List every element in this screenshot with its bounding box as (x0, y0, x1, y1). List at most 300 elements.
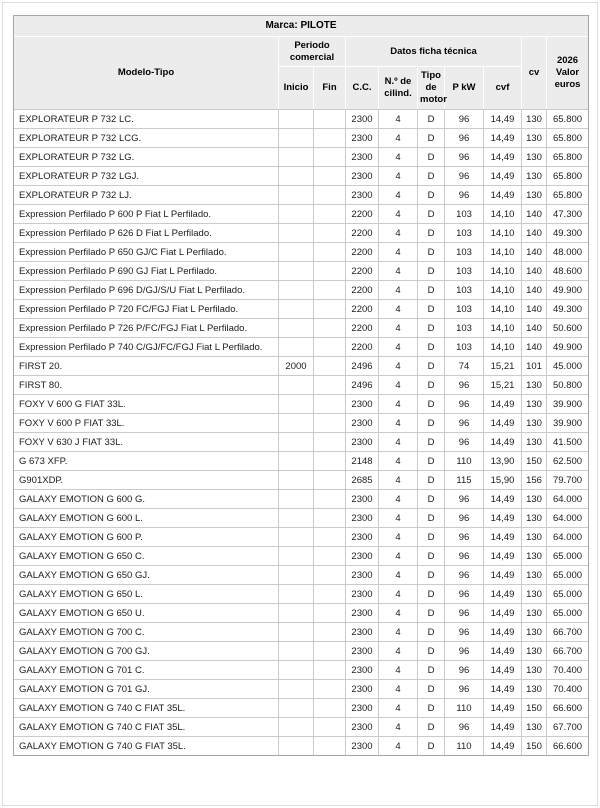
cc-cell: 2300 (346, 110, 379, 129)
cc-cell: 2200 (346, 262, 379, 281)
tipo-motor-cell: D (418, 528, 445, 547)
tipo-motor-cell: D (418, 661, 445, 680)
p-kw-cell: 103 (445, 243, 484, 262)
cvf-cell: 14,49 (484, 186, 522, 205)
tipo-motor-cell: D (418, 718, 445, 737)
p-kw-cell: 96 (445, 604, 484, 623)
cvf-cell: 14,10 (484, 300, 522, 319)
inicio-cell (279, 300, 314, 319)
modelo-tipo-cell: Expression Perfilado P 726 P/FC/FGJ Fiat L Perfilado. (14, 319, 279, 338)
inicio-cell (279, 243, 314, 262)
num-cilindros-cell: 4 (379, 414, 418, 433)
p-kw-cell: 103 (445, 224, 484, 243)
tipo-motor-cell: D (418, 604, 445, 623)
inicio-cell (279, 281, 314, 300)
modelo-tipo-cell: G901XDP. (14, 471, 279, 490)
valor-cell: 47.300 (547, 205, 589, 224)
table-row (14, 414, 589, 433)
num-cilindros-cell: 4 (379, 661, 418, 680)
cv-cell: 130 (522, 167, 547, 186)
p-kw-cell: 110 (445, 699, 484, 718)
cc-cell: 2300 (346, 718, 379, 737)
modelo-tipo-cell: EXPLORATEUR P 732 LJ. (14, 186, 279, 205)
cv-cell: 140 (522, 243, 547, 262)
inicio-cell (279, 718, 314, 737)
num-cilindros-cell: 4 (379, 167, 418, 186)
fin-cell (314, 186, 346, 205)
inicio-cell (279, 414, 314, 433)
inicio-cell (279, 319, 314, 338)
valor-cell: 49.900 (547, 281, 589, 300)
cc-cell: 2200 (346, 205, 379, 224)
cvf-cell: 13,90 (484, 452, 522, 471)
tipo-motor-cell: D (418, 585, 445, 604)
tipo-motor-cell: D (418, 433, 445, 452)
fin-cell (314, 490, 346, 509)
tipo-motor-cell: D (418, 110, 445, 129)
fin-cell (314, 699, 346, 718)
p-kw-cell: 96 (445, 509, 484, 528)
p-kw-cell: 96 (445, 680, 484, 699)
cc-cell: 2148 (346, 452, 379, 471)
valor-cell: 41.500 (547, 433, 589, 452)
fin-cell (314, 509, 346, 528)
cv-cell: 130 (522, 528, 547, 547)
num-cilindros-cell: 4 (379, 319, 418, 338)
inicio-cell (279, 699, 314, 718)
modelo-tipo-cell: FIRST 80. (14, 376, 279, 395)
fin-cell (314, 262, 346, 281)
modelo-tipo-cell: GALAXY EMOTION G 650 GJ. (14, 566, 279, 585)
cc-cell: 2300 (346, 129, 379, 148)
tipo-motor-cell: D (418, 642, 445, 661)
table-row (14, 243, 589, 262)
valor-cell: 65.800 (547, 148, 589, 167)
modelo-tipo-cell: Expression Perfilado P 696 D/GJ/S/U Fiat L Perfilado. (14, 281, 279, 300)
num-cilindros-cell: 4 (379, 243, 418, 262)
p-kw-cell: 110 (445, 452, 484, 471)
tipo-motor-cell: D (418, 452, 445, 471)
cv-cell: 130 (522, 186, 547, 205)
modelo-tipo-cell: GALAXY EMOTION G 701 GJ. (14, 680, 279, 699)
fin-cell (314, 376, 346, 395)
num-cilindros-cell: 4 (379, 186, 418, 205)
inicio-cell (279, 129, 314, 148)
modelo-tipo-cell: EXPLORATEUR P 732 LGJ. (14, 167, 279, 186)
table-row (14, 699, 589, 718)
tipo-motor-cell: D (418, 471, 445, 490)
valor-cell: 66.600 (547, 737, 589, 756)
p-kw-cell: 96 (445, 376, 484, 395)
brand-row (14, 16, 589, 37)
cv-cell: 130 (522, 433, 547, 452)
fin-cell (314, 566, 346, 585)
cc-cell: 2300 (346, 490, 379, 509)
tipo-motor-cell: D (418, 395, 445, 414)
num-cilindros-cell: 4 (379, 338, 418, 357)
inicio-cell (279, 566, 314, 585)
valor-cell: 66.700 (547, 642, 589, 661)
cc-cell: 2300 (346, 737, 379, 756)
modelo-tipo-cell: Expression Perfilado P 626 D Fiat L Perfilado. (14, 224, 279, 243)
num-cilindros-cell: 4 (379, 395, 418, 414)
tipo-motor-cell: D (418, 699, 445, 718)
modelo-tipo-cell: GALAXY EMOTION G 700 C. (14, 623, 279, 642)
table-row (14, 604, 589, 623)
cc-cell: 2200 (346, 300, 379, 319)
cv-cell: 130 (522, 680, 547, 699)
vehicle-valuation-table (13, 15, 589, 756)
cc-cell: 2200 (346, 224, 379, 243)
cv-cell: 140 (522, 205, 547, 224)
cc-cell: 2300 (346, 528, 379, 547)
num-cilindros-cell: 4 (379, 509, 418, 528)
table-row (14, 547, 589, 566)
num-cilindros-cell: 4 (379, 528, 418, 547)
valor-cell: 39.900 (547, 395, 589, 414)
valor-cell: 50.800 (547, 376, 589, 395)
cvf-cell: 15,21 (484, 357, 522, 376)
cv-cell: 130 (522, 129, 547, 148)
table-row (14, 224, 589, 243)
modelo-tipo-cell: GALAXY EMOTION G 740 G FIAT 35L. (14, 737, 279, 756)
inicio-cell (279, 642, 314, 661)
cv-cell: 130 (522, 718, 547, 737)
cvf-cell: 14,10 (484, 319, 522, 338)
cvf-cell: 14,49 (484, 604, 522, 623)
valor-cell: 67.700 (547, 718, 589, 737)
fin-cell (314, 452, 346, 471)
cvf-cell: 14,49 (484, 490, 522, 509)
valor-cell: 65.000 (547, 547, 589, 566)
p-kw-cell: 96 (445, 148, 484, 167)
modelo-tipo-cell: FIRST 20. (14, 357, 279, 376)
num-cilindros-cell: 4 (379, 281, 418, 300)
num-cilindros-cell: 4 (379, 452, 418, 471)
inicio-cell (279, 737, 314, 756)
tipo-motor-cell: D (418, 547, 445, 566)
cc-cell: 2300 (346, 566, 379, 585)
modelo-tipo-cell: G 673 XFP. (14, 452, 279, 471)
inicio-cell (279, 604, 314, 623)
p-kw-cell: 96 (445, 528, 484, 547)
col-header-p-kw: P kW (445, 67, 484, 110)
inicio-cell: 2000 (279, 357, 314, 376)
col-header-cvf: cvf (484, 67, 522, 110)
inicio-cell (279, 338, 314, 357)
cvf-cell: 14,49 (484, 167, 522, 186)
table-row (14, 528, 589, 547)
cvf-cell: 14,49 (484, 585, 522, 604)
fin-cell (314, 528, 346, 547)
tipo-motor-cell: D (418, 167, 445, 186)
num-cilindros-cell: 4 (379, 585, 418, 604)
cc-cell: 2300 (346, 414, 379, 433)
valor-cell: 70.400 (547, 661, 589, 680)
cvf-cell: 14,49 (484, 718, 522, 737)
table-row (14, 680, 589, 699)
tipo-motor-cell: D (418, 281, 445, 300)
cv-cell: 140 (522, 262, 547, 281)
fin-cell (314, 110, 346, 129)
p-kw-cell: 96 (445, 433, 484, 452)
cv-cell: 130 (522, 661, 547, 680)
valor-cell: 65.800 (547, 129, 589, 148)
modelo-tipo-cell: GALAXY EMOTION G 650 C. (14, 547, 279, 566)
cc-cell: 2496 (346, 376, 379, 395)
cc-cell: 2300 (346, 642, 379, 661)
modelo-tipo-cell: GALAXY EMOTION G 740 C FIAT 35L. (14, 718, 279, 737)
cc-cell: 2300 (346, 661, 379, 680)
tipo-motor-cell: D (418, 566, 445, 585)
col-header-tipo-motor: Tipo de motor (418, 67, 445, 110)
table-row (14, 148, 589, 167)
fin-cell (314, 585, 346, 604)
cc-cell: 2300 (346, 604, 379, 623)
p-kw-cell: 103 (445, 262, 484, 281)
valor-cell: 62.500 (547, 452, 589, 471)
cvf-cell: 14,49 (484, 129, 522, 148)
inicio-cell (279, 623, 314, 642)
tipo-motor-cell: D (418, 186, 445, 205)
num-cilindros-cell: 4 (379, 129, 418, 148)
cv-cell: 130 (522, 604, 547, 623)
tipo-motor-cell: D (418, 148, 445, 167)
tipo-motor-cell: D (418, 243, 445, 262)
num-cilindros-cell: 4 (379, 604, 418, 623)
modelo-tipo-cell: EXPLORATEUR P 732 LC. (14, 110, 279, 129)
num-cilindros-cell: 4 (379, 623, 418, 642)
p-kw-cell: 103 (445, 338, 484, 357)
cv-cell: 150 (522, 452, 547, 471)
num-cilindros-cell: 4 (379, 376, 418, 395)
valor-cell: 66.700 (547, 623, 589, 642)
cvf-cell: 14,49 (484, 547, 522, 566)
inicio-cell (279, 376, 314, 395)
table-row (14, 585, 589, 604)
inicio-cell (279, 680, 314, 699)
cc-cell: 2300 (346, 433, 379, 452)
num-cilindros-cell: 4 (379, 490, 418, 509)
valor-cell: 49.300 (547, 300, 589, 319)
cv-cell: 130 (522, 623, 547, 642)
cv-cell: 130 (522, 585, 547, 604)
valor-cell: 65.000 (547, 604, 589, 623)
table-row (14, 433, 589, 452)
modelo-tipo-cell: GALAXY EMOTION G 600 L. (14, 509, 279, 528)
inicio-cell (279, 224, 314, 243)
cc-cell: 2200 (346, 243, 379, 262)
tipo-motor-cell: D (418, 414, 445, 433)
modelo-tipo-cell: GALAXY EMOTION G 740 C FIAT 35L. (14, 699, 279, 718)
modelo-tipo-cell: Expression Perfilado P 690 GJ Fiat L Perfilado. (14, 262, 279, 281)
col-header-valor-2026: 2026 Valor euros (547, 37, 589, 110)
cvf-cell: 14,10 (484, 243, 522, 262)
col-header-modelo-tipo: Modelo-Tipo (14, 37, 279, 110)
tipo-motor-cell: D (418, 129, 445, 148)
table-row (14, 338, 589, 357)
cvf-cell: 14,49 (484, 433, 522, 452)
modelo-tipo-cell: GALAXY EMOTION G 600 G. (14, 490, 279, 509)
num-cilindros-cell: 4 (379, 224, 418, 243)
cc-cell: 2200 (346, 281, 379, 300)
fin-cell (314, 661, 346, 680)
p-kw-cell: 96 (445, 585, 484, 604)
inicio-cell (279, 148, 314, 167)
modelo-tipo-cell: GALAXY EMOTION G 600 P. (14, 528, 279, 547)
inicio-cell (279, 395, 314, 414)
num-cilindros-cell: 4 (379, 205, 418, 224)
p-kw-cell: 96 (445, 623, 484, 642)
cvf-cell: 14,10 (484, 224, 522, 243)
cc-cell: 2300 (346, 148, 379, 167)
valor-cell: 66.600 (547, 699, 589, 718)
cv-cell: 150 (522, 699, 547, 718)
num-cilindros-cell: 4 (379, 566, 418, 585)
cv-cell: 101 (522, 357, 547, 376)
inicio-cell (279, 262, 314, 281)
cv-cell: 140 (522, 281, 547, 300)
fin-cell (314, 547, 346, 566)
modelo-tipo-cell: Expression Perfilado P 720 FC/FGJ Fiat L Perfilado. (14, 300, 279, 319)
valor-cell: 70.400 (547, 680, 589, 699)
num-cilindros-cell: 4 (379, 471, 418, 490)
table-row (14, 110, 589, 129)
cv-cell: 130 (522, 148, 547, 167)
cvf-cell: 14,49 (484, 528, 522, 547)
cv-cell: 140 (522, 319, 547, 338)
num-cilindros-cell: 4 (379, 699, 418, 718)
fin-cell (314, 300, 346, 319)
cv-cell: 140 (522, 224, 547, 243)
inicio-cell (279, 471, 314, 490)
fin-cell (314, 737, 346, 756)
cvf-cell: 14,49 (484, 148, 522, 167)
p-kw-cell: 96 (445, 110, 484, 129)
cvf-cell: 14,10 (484, 338, 522, 357)
valor-cell: 79.700 (547, 471, 589, 490)
col-group-periodo-comercial: Periodo comercial (279, 37, 346, 67)
table-row (14, 376, 589, 395)
p-kw-cell: 96 (445, 566, 484, 585)
table-row (14, 509, 589, 528)
tipo-motor-cell: D (418, 319, 445, 338)
tipo-motor-cell: D (418, 680, 445, 699)
cv-cell: 130 (522, 490, 547, 509)
table-row (14, 566, 589, 585)
valor-cell: 65.800 (547, 110, 589, 129)
cv-cell: 130 (522, 395, 547, 414)
cv-cell: 156 (522, 471, 547, 490)
cvf-cell: 14,49 (484, 680, 522, 699)
fin-cell (314, 357, 346, 376)
cvf-cell: 14,49 (484, 110, 522, 129)
table-row (14, 129, 589, 148)
cv-cell: 140 (522, 338, 547, 357)
cvf-cell: 15,90 (484, 471, 522, 490)
col-header-cc: C.C. (346, 67, 379, 110)
modelo-tipo-cell: GALAXY EMOTION G 700 GJ. (14, 642, 279, 661)
cc-cell: 2300 (346, 585, 379, 604)
fin-cell (314, 433, 346, 452)
col-group-datos-ficha-tecnica: Datos ficha técnica (346, 37, 522, 67)
table-row (14, 623, 589, 642)
num-cilindros-cell: 4 (379, 547, 418, 566)
cvf-cell: 14,10 (484, 262, 522, 281)
table-row (14, 357, 589, 376)
cv-cell: 150 (522, 737, 547, 756)
table-row (14, 642, 589, 661)
p-kw-cell: 96 (445, 186, 484, 205)
cvf-cell: 14,49 (484, 414, 522, 433)
p-kw-cell: 96 (445, 642, 484, 661)
cc-cell: 2300 (346, 395, 379, 414)
cv-cell: 130 (522, 509, 547, 528)
num-cilindros-cell: 4 (379, 262, 418, 281)
p-kw-cell: 96 (445, 490, 484, 509)
cc-cell: 2300 (346, 623, 379, 642)
p-kw-cell: 96 (445, 167, 484, 186)
cvf-cell: 14,49 (484, 509, 522, 528)
cv-cell: 130 (522, 547, 547, 566)
valor-cell: 65.000 (547, 566, 589, 585)
cv-cell: 130 (522, 642, 547, 661)
valor-cell: 65.800 (547, 186, 589, 205)
num-cilindros-cell: 4 (379, 300, 418, 319)
p-kw-cell: 103 (445, 300, 484, 319)
tipo-motor-cell: D (418, 737, 445, 756)
fin-cell (314, 680, 346, 699)
p-kw-cell: 103 (445, 205, 484, 224)
fin-cell (314, 148, 346, 167)
tipo-motor-cell: D (418, 262, 445, 281)
valor-cell: 49.900 (547, 338, 589, 357)
p-kw-cell: 96 (445, 661, 484, 680)
inicio-cell (279, 186, 314, 205)
tipo-motor-cell: D (418, 224, 445, 243)
valor-cell: 64.000 (547, 528, 589, 547)
cc-cell: 2300 (346, 547, 379, 566)
fin-cell (314, 395, 346, 414)
num-cilindros-cell: 4 (379, 680, 418, 699)
modelo-tipo-cell: EXPLORATEUR P 732 LCG. (14, 129, 279, 148)
valor-cell: 48.000 (547, 243, 589, 262)
tipo-motor-cell: D (418, 623, 445, 642)
modelo-tipo-cell: Expression Perfilado P 600 P Fiat L Perfilado. (14, 205, 279, 224)
cvf-cell: 14,10 (484, 281, 522, 300)
p-kw-cell: 103 (445, 319, 484, 338)
p-kw-cell: 96 (445, 547, 484, 566)
cc-cell: 2200 (346, 338, 379, 357)
valor-cell: 64.000 (547, 509, 589, 528)
fin-cell (314, 471, 346, 490)
cc-cell: 2200 (346, 319, 379, 338)
tipo-motor-cell: D (418, 205, 445, 224)
valor-cell: 48.600 (547, 262, 589, 281)
inicio-cell (279, 585, 314, 604)
p-kw-cell: 96 (445, 395, 484, 414)
p-kw-cell: 96 (445, 718, 484, 737)
cvf-cell: 14,49 (484, 737, 522, 756)
fin-cell (314, 623, 346, 642)
modelo-tipo-cell: GALAXY EMOTION G 650 U. (14, 604, 279, 623)
table-row (14, 718, 589, 737)
table-row (14, 319, 589, 338)
col-header-cv: cv (522, 37, 547, 110)
valor-cell: 50.600 (547, 319, 589, 338)
inicio-cell (279, 528, 314, 547)
modelo-tipo-cell: EXPLORATEUR P 732 LG. (14, 148, 279, 167)
